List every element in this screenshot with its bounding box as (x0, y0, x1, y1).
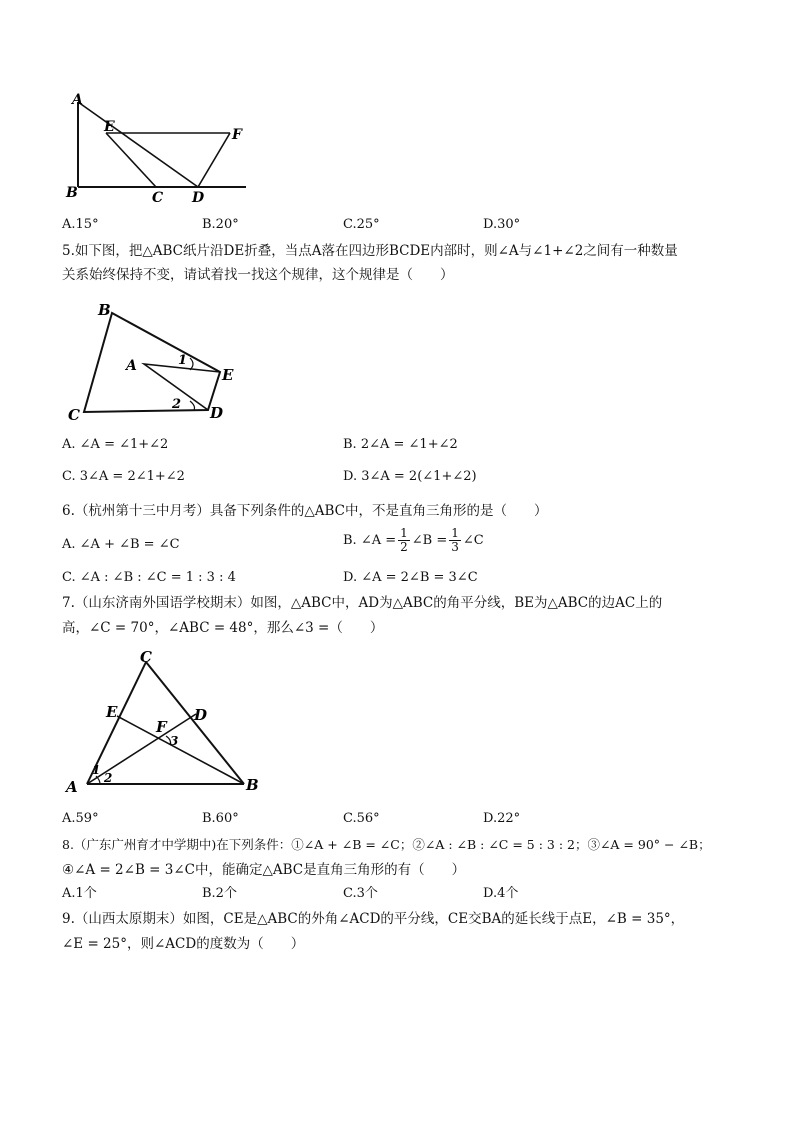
q7-option-d: D.22° (483, 811, 521, 826)
q5-label-angle-1: 1 (178, 353, 188, 368)
q6-option-b-fraction-third (449, 527, 461, 554)
q6-option-a: A. ∠A + ∠B = ∠C (62, 537, 180, 552)
q5-option-a: A. ∠A = ∠1+∠2 (62, 437, 169, 452)
q7-label-angle-2: 2 (104, 771, 113, 785)
q5-option-c: C. 3∠A = 2∠1+∠2 (62, 469, 185, 484)
q8-stem-line1: 8.（广东广州育才中学期中)在下列条件：①∠A + ∠B = ∠C；②∠A : ∠B : ∠C = 5 : 3 : 2；③∠A = 90° − ∠B； (62, 837, 711, 852)
q6-fraction-third-den: 3 (451, 540, 459, 554)
q4-label-f: F (232, 127, 242, 143)
q5-figure (62, 298, 252, 426)
q7-label-angle-3: 3 (170, 734, 179, 748)
q5-label-c: C (68, 406, 80, 424)
q7-option-c: C.56° (343, 811, 380, 826)
q4-label-e: E (104, 119, 115, 135)
q4-option-a: A.15° (62, 217, 99, 232)
q4-figure (60, 88, 260, 210)
q4-segment-ec (106, 133, 156, 187)
q4-option-d: D.30° (483, 217, 521, 232)
q7-label-a: A (66, 778, 78, 796)
q6-option-b-fraction-half (398, 527, 410, 554)
q6-option-b-suffix: ∠C (462, 532, 484, 548)
q5-angle-2-arc (190, 401, 195, 410)
q4-label-a: A (72, 92, 83, 108)
q5-stem-line2: 关系始终保持不变，请试着找一找这个规律，这个规律是（ ） (62, 267, 454, 283)
q7-stem-line2: 高，∠C = 70°，∠ABC = 48°，那么∠3 =（ ） (62, 620, 384, 636)
q7-label-b: B (246, 776, 259, 794)
q4-option-c: C.25° (343, 217, 380, 232)
q6-option-c: C. ∠A : ∠B : ∠C = 1 : 3 : 4 (62, 570, 236, 585)
q6-option-b-prefix: B. ∠A = (343, 532, 397, 548)
q6-option-b-mid: ∠B = (411, 532, 448, 548)
q6-fraction-half-den: 2 (400, 540, 408, 554)
q4-label-d: D (192, 190, 205, 206)
q4-segment-ad (78, 102, 198, 187)
q5-label-a: A (126, 358, 137, 374)
q5-option-b: B. 2∠A = ∠1+∠2 (343, 437, 458, 452)
q4-segment-fd (198, 133, 230, 187)
q5-label-b: B (98, 301, 111, 319)
q5-label-d: D (210, 404, 224, 422)
q5-stem-line1: 5.如下图，把△ABC纸片沿DE折叠，当点A落在四边形BCDE内部时，则∠A与∠1+∠2之间有一种数量 (62, 243, 678, 259)
q5-folded-triangle (144, 364, 220, 410)
q7-label-c: C (140, 648, 152, 666)
q8-stem-line2: ④∠A = 2∠B = 3∠C中，能确定△ABC是直角三角形的有（ ） (62, 862, 466, 878)
q8-option-a: A.1个 (62, 886, 97, 901)
q7-option-a: A.59° (62, 811, 99, 826)
q7-figure (62, 646, 272, 798)
q5-label-angle-2: 2 (172, 397, 182, 412)
q7-stem-line1: 7.（山东济南外国语学校期末）如图，△ABC中，AD为△ABC的角平分线，BE为△ABC的边AC上的 (62, 595, 663, 611)
q6-option-d: D. ∠A = 2∠B = 3∠C (343, 570, 478, 585)
q9-stem-line2: ∠E = 25°，则∠ACD的度数为（ ） (62, 936, 305, 952)
q6-option-b (343, 527, 484, 554)
q8-option-c: C.3个 (343, 886, 378, 901)
q7-option-b: B.60° (202, 811, 239, 826)
q8-option-d: D.4个 (483, 886, 519, 901)
q7-segment-be (117, 716, 244, 784)
q9-stem-line1: 9.（山西太原期末）如图，CE是△ABC的外角∠ACD的平分线，CE交BA的延长线于点E，∠B = 35°， (62, 911, 685, 927)
q6-fraction-third-num: 1 (451, 526, 459, 540)
q5-option-d: D. 3∠A = 2(∠1+∠2) (343, 469, 477, 484)
q5-quadrilateral-bcde (84, 313, 220, 412)
q7-label-e: E (106, 703, 118, 721)
q4-label-b: B (66, 185, 78, 201)
q5-label-e: E (222, 366, 234, 384)
q7-label-d: D (194, 706, 208, 724)
q4-label-c: C (152, 190, 164, 206)
q6-fraction-half-num: 1 (400, 526, 408, 540)
q7-label-f: F (156, 718, 167, 736)
q7-label-angle-1: 1 (92, 763, 101, 777)
q4-option-b: B.20° (202, 217, 239, 232)
q8-option-b: B.2个 (202, 886, 237, 901)
q6-stem: 6.（杭州第十三中月考）具备下列条件的△ABC中，不是直角三角形的是（ ） (62, 503, 548, 519)
